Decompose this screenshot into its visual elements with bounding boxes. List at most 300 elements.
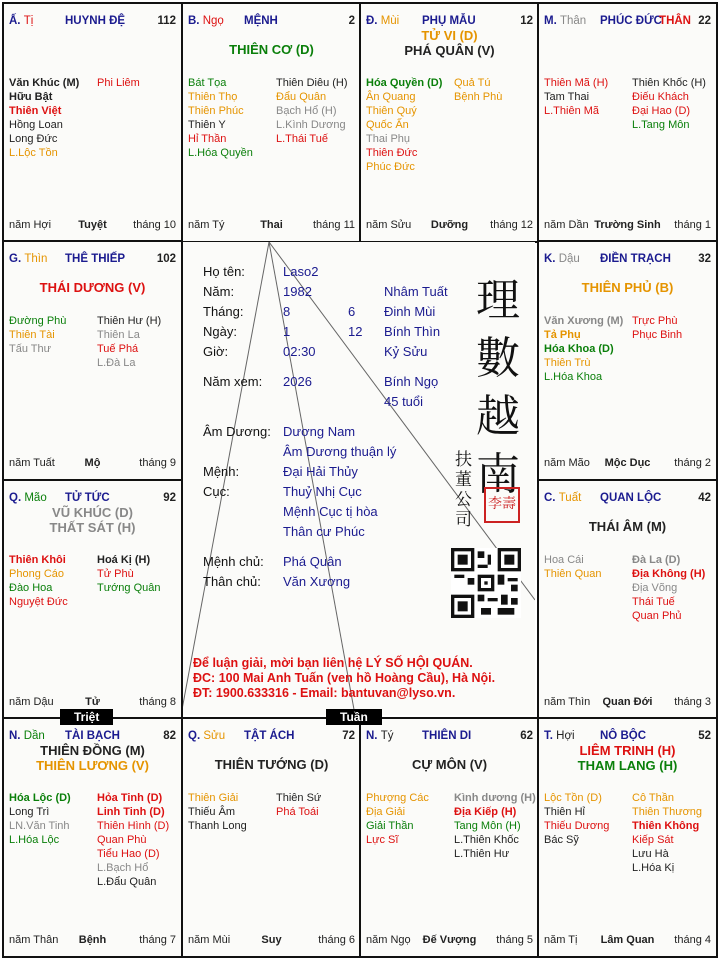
month-label: tháng 4 bbox=[674, 934, 711, 946]
palace-cell[interactable] bbox=[2, 717, 183, 958]
cuc-label: Cục: bbox=[203, 484, 230, 499]
cuc-value: Thuỷ Nhị Cục bbox=[283, 484, 362, 499]
minor-star: L.Thiên Khốc bbox=[454, 834, 519, 846]
month-label: tháng 8 bbox=[139, 696, 176, 708]
left-star-list bbox=[9, 791, 71, 847]
am-duong-label: Âm Dương: bbox=[203, 424, 271, 439]
year-label: năm Mùi bbox=[188, 934, 231, 946]
right-star-list bbox=[97, 791, 169, 889]
palace-cell[interactable] bbox=[2, 479, 183, 720]
main-star: LIÊM TRINH (H) bbox=[579, 743, 676, 758]
life-stage: Tuyệt bbox=[78, 219, 107, 231]
right-star-list bbox=[632, 76, 706, 132]
palace-header bbox=[9, 253, 176, 267]
gio-can-chi: Kỷ Sửu bbox=[384, 344, 428, 359]
month-label: tháng 10 bbox=[133, 219, 176, 231]
chi-label: Mùi bbox=[380, 15, 400, 27]
minor-star: Đẩu Quân bbox=[276, 91, 327, 103]
than-chu-label: Thân chủ: bbox=[203, 574, 261, 589]
palace-number: 112 bbox=[157, 15, 176, 27]
month-label: tháng 1 bbox=[674, 219, 711, 231]
minor-star: Thiên Mã (H) bbox=[544, 77, 609, 89]
minor-star: Thiên Hỉ bbox=[544, 806, 585, 818]
palace-name: HUYNH ĐỆ bbox=[65, 15, 126, 27]
minor-star: Tam Thai bbox=[544, 91, 590, 103]
chi-label: Mão bbox=[24, 492, 47, 504]
minor-star: Đà La (D) bbox=[632, 554, 681, 566]
minor-star: Phượng Các bbox=[366, 792, 429, 804]
minor-star: Hỉ Thần bbox=[188, 133, 227, 145]
month-label: tháng 6 bbox=[318, 934, 355, 946]
palace-header bbox=[188, 15, 355, 29]
minor-star: Địa Kiếp (H) bbox=[454, 806, 517, 818]
minor-star: Thiên Hình (D) bbox=[97, 820, 170, 832]
am-duong-value: Dương Nam bbox=[283, 424, 356, 439]
palace-footer bbox=[188, 934, 355, 948]
right-star-list bbox=[454, 76, 502, 104]
nam-can-chi: Nhâm Tuất bbox=[384, 284, 448, 299]
palace-name: PHỤ MẪU bbox=[422, 15, 476, 27]
palace-header bbox=[544, 15, 711, 29]
minor-star: Địa Giải bbox=[366, 806, 406, 818]
minor-star: Tả Phụ bbox=[544, 329, 581, 341]
nam-xem-value: 2026 bbox=[283, 374, 312, 389]
palace-header bbox=[9, 492, 176, 506]
month-label: tháng 12 bbox=[490, 219, 533, 231]
minor-star: Kình dương (H) bbox=[454, 792, 536, 804]
than-cu-value: Thân cư Phúc bbox=[283, 524, 365, 539]
palace-header bbox=[366, 730, 533, 744]
minor-star: Bác Sỹ bbox=[544, 834, 579, 846]
minor-star: Thiên Việt bbox=[9, 105, 62, 117]
right-star-list bbox=[276, 76, 348, 146]
minor-star: Phá Toái bbox=[276, 806, 319, 818]
can-label: N. bbox=[366, 730, 378, 742]
minor-star: Bạch Hổ (H) bbox=[276, 105, 337, 117]
minor-star: Hoá Kị (H) bbox=[97, 554, 151, 566]
minor-star: Long Trì bbox=[9, 806, 50, 818]
palace-footer bbox=[544, 696, 711, 710]
palace-header bbox=[9, 15, 176, 29]
tuoi-value: 45 tuổi bbox=[384, 394, 424, 409]
palace-number: 92 bbox=[163, 492, 176, 504]
year-label: năm Mão bbox=[544, 457, 590, 469]
minor-star: L.Hóa Lộc bbox=[9, 834, 60, 846]
minor-star: Tuế Phá bbox=[97, 343, 139, 355]
left-star-list bbox=[366, 791, 429, 847]
palace-number: 12 bbox=[520, 15, 533, 27]
minor-star: Phong Cáo bbox=[9, 568, 65, 580]
palace-cell[interactable] bbox=[359, 2, 540, 243]
minor-star: Quả Tú bbox=[454, 77, 491, 89]
minor-star: Hồng Loan bbox=[9, 119, 63, 131]
nam-xem-label: Năm xem: bbox=[203, 374, 263, 389]
minor-star: Lộc Tồn (D) bbox=[544, 792, 602, 804]
minor-star: Hóa Quyền (D) bbox=[366, 77, 443, 89]
main-star: THIÊN CƠ (D) bbox=[229, 42, 314, 57]
main-star: THÁI ÂM (M) bbox=[588, 519, 667, 534]
minor-star: Phúc Đức bbox=[366, 161, 415, 173]
main-star: THIÊN ĐỒNG (M) bbox=[40, 743, 145, 758]
minor-star: Lực Sĩ bbox=[366, 834, 399, 846]
palace-number: 82 bbox=[163, 730, 176, 742]
thang-label: Tháng: bbox=[203, 304, 244, 319]
life-stage: Đế Vượng bbox=[422, 934, 477, 946]
thang-am-lich: 6 bbox=[348, 304, 356, 319]
palace-footer bbox=[366, 219, 533, 233]
main-star: THAM LANG (H) bbox=[577, 758, 678, 773]
right-star-list bbox=[632, 314, 682, 342]
ngay-am-lich: 12 bbox=[348, 324, 363, 339]
minor-star: Bát Tọa bbox=[188, 77, 227, 89]
minor-star: Thái Tuế bbox=[632, 596, 675, 608]
minor-star: Hóa Khoa (D) bbox=[544, 343, 614, 355]
minor-star: L.Lộc Tồn bbox=[9, 147, 58, 159]
nam-label: Năm: bbox=[203, 284, 235, 299]
minor-star: Tiểu Hao (D) bbox=[97, 848, 160, 860]
minor-star: Nguyệt Đức bbox=[9, 596, 68, 608]
month-label: tháng 3 bbox=[674, 696, 711, 708]
year-label: năm Tị bbox=[544, 934, 578, 946]
left-star-list bbox=[9, 314, 66, 356]
minor-star: L.Tang Môn bbox=[632, 119, 690, 131]
minor-star: L.Đà La bbox=[97, 357, 136, 369]
ho-ten-value: Laso2 bbox=[283, 264, 319, 279]
palace-cell[interactable] bbox=[2, 2, 183, 243]
palace-footer bbox=[366, 934, 533, 948]
contact-line-2: ĐC: 100 Mai Anh Tuấn (ven hồ Hoàng Cầu), Hà Nội. bbox=[193, 671, 496, 685]
minor-star: Hóa Lộc (D) bbox=[9, 792, 71, 804]
chi-label: Sửu bbox=[203, 730, 226, 742]
palace-name: TỬ TỨC bbox=[65, 492, 110, 504]
ngay-value: 1 bbox=[283, 324, 291, 339]
palace-number: 72 bbox=[342, 730, 355, 742]
ngay-can-chi: Bính Thìn bbox=[384, 324, 441, 339]
can-label: Q. bbox=[188, 730, 201, 742]
chi-label: Hợi bbox=[556, 730, 575, 742]
minor-star: Thiên Thọ bbox=[188, 91, 238, 103]
minor-star: Địa Không (H) bbox=[632, 568, 706, 580]
menh-label: Mệnh: bbox=[203, 464, 240, 479]
right-star-list bbox=[632, 791, 702, 875]
can-label: C. bbox=[544, 492, 556, 504]
month-label: tháng 9 bbox=[139, 457, 176, 469]
chi-label: Ngọ bbox=[202, 15, 224, 27]
life-stage: Lâm Quan bbox=[600, 934, 655, 946]
minor-star: Thiên Phúc bbox=[188, 105, 244, 117]
right-star-list bbox=[97, 314, 161, 370]
minor-star: Kiếp Sát bbox=[632, 834, 674, 846]
life-stage: Thai bbox=[260, 219, 283, 231]
life-stage: Bệnh bbox=[78, 934, 107, 946]
minor-star: Thiên Sứ bbox=[276, 792, 322, 804]
right-star-list bbox=[97, 553, 161, 595]
minor-star: Cô Thần bbox=[632, 792, 674, 804]
minor-star: Thiếu Dương bbox=[544, 820, 610, 832]
minor-star: Hoa Cái bbox=[544, 554, 584, 566]
palace-name: ĐIỀN TRẠCH bbox=[600, 253, 671, 265]
minor-star: Quốc Ấn bbox=[366, 119, 409, 131]
menh-value: Đại Hải Thủy bbox=[283, 464, 358, 479]
palace-name: PHÚC ĐỨC bbox=[600, 15, 662, 27]
left-star-list bbox=[9, 76, 79, 160]
palace-number: 32 bbox=[698, 253, 711, 265]
palace-name: NÔ BỘC bbox=[600, 730, 646, 742]
minor-star: Thiếu Âm bbox=[188, 806, 236, 818]
minor-star: Thiên Giải bbox=[188, 792, 239, 804]
calligraphy-logo: 理 數 越 南 bbox=[476, 275, 520, 500]
year-label: năm Thân bbox=[9, 934, 59, 946]
can-label: G. bbox=[9, 253, 22, 265]
palace-cell[interactable] bbox=[2, 240, 183, 481]
minor-star: Thiên Quý bbox=[366, 105, 417, 117]
minor-star: Linh Tinh (D) bbox=[97, 806, 165, 818]
minor-star: LN.Văn Tinh bbox=[9, 820, 70, 832]
minor-star: L.Thái Tuế bbox=[276, 133, 328, 145]
palace-number: 52 bbox=[698, 730, 711, 742]
main-star: CỰ MÔN (V) bbox=[411, 757, 488, 772]
left-star-list bbox=[544, 791, 609, 847]
thang-value: 8 bbox=[283, 304, 291, 319]
palace-name: MỆNH bbox=[244, 15, 278, 27]
palace-name: TÀI BẠCH bbox=[65, 730, 120, 742]
palace-cell[interactable] bbox=[537, 240, 718, 481]
can-label: K. bbox=[544, 253, 556, 265]
year-label: năm Tý bbox=[188, 219, 225, 231]
minor-star: Quan Phủ bbox=[632, 610, 682, 622]
tuan-badge: Tuần bbox=[326, 709, 382, 725]
contact-info bbox=[193, 656, 533, 701]
minor-star: Thiên Quan bbox=[544, 568, 602, 580]
palace-footer bbox=[188, 219, 355, 233]
right-star-list bbox=[97, 76, 140, 90]
month-label: tháng 11 bbox=[312, 219, 355, 231]
can-label: B. bbox=[188, 15, 200, 27]
minor-star: Thiên Đức bbox=[366, 147, 418, 159]
palace-header bbox=[544, 253, 711, 267]
can-label: Q. bbox=[9, 492, 22, 504]
palace-footer bbox=[544, 219, 711, 233]
palace-number: 102 bbox=[156, 253, 176, 265]
palace-footer bbox=[9, 457, 176, 471]
life-stage: Suy bbox=[261, 934, 282, 946]
minor-star: Thiên Diêu (H) bbox=[276, 77, 348, 89]
minor-star: L.Hóa Quyền bbox=[188, 147, 253, 159]
minor-star: L.Đẩu Quân bbox=[97, 876, 157, 888]
chi-label: Thân bbox=[559, 15, 587, 27]
main-star: THẤT SÁT (H) bbox=[49, 520, 136, 535]
minor-star: Tấu Thư bbox=[9, 343, 52, 355]
chi-label: Tuất bbox=[558, 492, 582, 504]
palace-cell[interactable] bbox=[359, 717, 540, 958]
palace-cell[interactable] bbox=[537, 717, 718, 958]
year-label: năm Hợi bbox=[9, 219, 52, 231]
center-info-panel bbox=[183, 242, 535, 715]
year-label: năm Tuất bbox=[9, 457, 55, 469]
main-star: VŨ KHÚC (D) bbox=[52, 505, 133, 520]
company-stamp: 扶 董 公 司 bbox=[455, 450, 472, 530]
main-star: THIÊN TƯỚNG (D) bbox=[214, 757, 329, 772]
minor-star: Trực Phù bbox=[632, 315, 678, 327]
than-chu-value: Văn Xương bbox=[283, 574, 351, 589]
palace-footer bbox=[9, 934, 176, 948]
life-stage: Mộc Dục bbox=[604, 457, 651, 469]
palace-header bbox=[366, 15, 533, 29]
life-stage: Trường Sinh bbox=[594, 219, 661, 231]
minor-star: Giải Thần bbox=[366, 820, 414, 832]
minor-star: Thiên Không bbox=[632, 820, 700, 832]
minor-star: Tướng Quân bbox=[97, 582, 161, 594]
minor-star: Điếu Khách bbox=[632, 91, 689, 103]
minor-star: Bệnh Phù bbox=[454, 91, 503, 103]
can-label: N. bbox=[9, 730, 21, 742]
palace-name: THIÊN DI bbox=[422, 730, 472, 742]
palace-header bbox=[544, 730, 711, 744]
can-label: T. bbox=[544, 730, 553, 742]
palace-name: THÊ THIẾP bbox=[65, 253, 126, 265]
palace-number: 22 bbox=[698, 15, 711, 27]
ngay-label: Ngày: bbox=[203, 324, 237, 339]
palace-footer bbox=[9, 696, 176, 710]
minor-star: Thanh Long bbox=[188, 820, 247, 832]
main-star: PHÁ QUÂN (V) bbox=[404, 43, 495, 58]
left-star-list bbox=[188, 76, 253, 160]
minor-star: Hữu Bật bbox=[9, 91, 53, 103]
chi-label: Dần bbox=[23, 730, 45, 742]
left-star-list bbox=[366, 76, 442, 174]
palace-footer bbox=[544, 934, 711, 948]
life-stage: Dưỡng bbox=[430, 219, 469, 231]
life-stage: Tử bbox=[85, 696, 100, 708]
can-label: M. bbox=[544, 15, 557, 27]
contact-line-1: Để luận giải, mời bạn liên hệ LÝ SỐ HỘI QUÁN. bbox=[193, 656, 473, 670]
main-star: THÁI DƯƠNG (V) bbox=[39, 280, 146, 295]
chi-label: Dậu bbox=[558, 253, 580, 265]
am-duong-note: Âm Dương thuận lý bbox=[283, 444, 397, 459]
minor-star: Thiên Khôi bbox=[9, 554, 66, 566]
can-label: Đ. bbox=[366, 15, 378, 27]
minor-star: Thiên Tài bbox=[9, 329, 55, 341]
minor-star: Thiên Y bbox=[188, 119, 226, 131]
month-label: tháng 7 bbox=[139, 934, 176, 946]
contact-line-3[interactable]: ĐT: 1900.633316 - Email: bantuvan@lyso.vn. bbox=[193, 686, 456, 700]
left-star-list bbox=[544, 553, 601, 581]
main-star: TỬ VI (D) bbox=[421, 28, 478, 43]
palace-header bbox=[9, 730, 176, 744]
nam-value: 1982 bbox=[283, 284, 312, 299]
minor-star: Thai Phụ bbox=[366, 133, 411, 145]
chi-label: Tị bbox=[23, 15, 34, 27]
palace-number: 42 bbox=[698, 492, 711, 504]
minor-star: Đào Hoa bbox=[9, 582, 53, 594]
main-star: THIÊN PHỦ (B) bbox=[581, 280, 674, 295]
can-label: Ấ. bbox=[9, 15, 21, 27]
gio-label: Giờ: bbox=[203, 344, 229, 359]
palace-footer bbox=[9, 219, 176, 233]
minor-star: Long Đức bbox=[9, 133, 58, 145]
than-marker: THÂN bbox=[659, 15, 691, 27]
triet-badge: Triệt bbox=[60, 709, 113, 725]
minor-star: Đường Phù bbox=[9, 315, 67, 327]
qr-code-icon[interactable] bbox=[451, 548, 521, 618]
minor-star: L.Hóa Khoa bbox=[544, 371, 603, 383]
right-star-list bbox=[632, 553, 705, 623]
palace-number: 2 bbox=[348, 15, 355, 27]
year-label: năm Dậu bbox=[9, 696, 54, 708]
menh-chu-value: Phá Quân bbox=[283, 554, 342, 569]
menh-chu-label: Mệnh chủ: bbox=[203, 554, 264, 569]
chi-label: Thìn bbox=[24, 253, 48, 265]
minor-star: Văn Xương (M) bbox=[544, 315, 624, 327]
main-star: THIÊN LƯƠNG (V) bbox=[36, 758, 149, 773]
left-star-list bbox=[188, 791, 247, 833]
left-star-list bbox=[544, 314, 623, 384]
left-star-list bbox=[544, 76, 608, 118]
thang-can-chi: Đinh Mùi bbox=[384, 304, 436, 319]
minor-star: Hỏa Tinh (D) bbox=[97, 792, 163, 804]
life-stage: Quan Đới bbox=[602, 696, 653, 708]
palace-cell[interactable] bbox=[181, 717, 362, 958]
minor-star: Thiên Hư (H) bbox=[97, 315, 162, 327]
palace-cell[interactable] bbox=[537, 479, 718, 720]
minor-star: Phi Liêm bbox=[97, 77, 140, 89]
minor-star: Phục Binh bbox=[632, 329, 683, 341]
palace-header bbox=[188, 730, 355, 744]
minor-star: L.Bạch Hổ bbox=[97, 862, 149, 874]
month-label: tháng 5 bbox=[496, 934, 533, 946]
year-label: năm Ngọ bbox=[366, 934, 411, 946]
life-stage: Mộ bbox=[84, 457, 101, 469]
palace-name: QUAN LỘC bbox=[600, 492, 662, 504]
minor-star: L.Thiên Mã bbox=[544, 105, 600, 117]
minor-star: Thiên Khốc (H) bbox=[632, 77, 706, 89]
minor-star: Thiên La bbox=[97, 329, 140, 341]
minor-star: Ân Quang bbox=[366, 91, 416, 103]
chi-label: Tý bbox=[380, 730, 394, 742]
minor-star: Tang Môn (H) bbox=[454, 820, 521, 832]
palace-cell[interactable] bbox=[537, 2, 718, 243]
red-seal: 李壽 bbox=[484, 487, 520, 523]
ho-ten-label: Họ tên: bbox=[203, 264, 245, 279]
minor-star: Lưu Hà bbox=[632, 848, 669, 860]
minor-star: Quan Phù bbox=[97, 834, 147, 846]
minor-star: Địa Võng bbox=[632, 582, 678, 594]
year-label: năm Sửu bbox=[366, 219, 412, 231]
minor-star: L.Hóa Kị bbox=[632, 862, 675, 874]
minor-star: Thiên Trù bbox=[544, 357, 591, 369]
palace-number: 62 bbox=[520, 730, 533, 742]
year-label: năm Dần bbox=[544, 219, 589, 231]
palace-header bbox=[544, 492, 711, 506]
month-label: tháng 2 bbox=[674, 457, 711, 469]
minor-star: L.Kình Dương bbox=[276, 119, 346, 131]
left-star-list bbox=[9, 553, 68, 609]
right-star-list bbox=[276, 791, 321, 819]
nam-xem-can-chi: Bính Ngọ bbox=[384, 374, 439, 389]
minor-star: L.Thiên Hư bbox=[454, 848, 510, 860]
minor-star: Văn Khúc (M) bbox=[9, 77, 80, 89]
palace-name: TẬT ÁCH bbox=[244, 730, 295, 742]
cuc-note: Mệnh Cục tị hòa bbox=[283, 504, 378, 519]
palace-cell[interactable] bbox=[181, 2, 362, 243]
palace-footer bbox=[544, 457, 711, 471]
year-label: năm Thìn bbox=[544, 696, 591, 708]
minor-star: Đại Hao (D) bbox=[632, 105, 691, 117]
minor-star: Thiên Thương bbox=[632, 806, 703, 818]
gio-value: 02:30 bbox=[283, 344, 316, 359]
minor-star: Tử Phù bbox=[97, 568, 134, 580]
right-star-list bbox=[454, 791, 536, 861]
